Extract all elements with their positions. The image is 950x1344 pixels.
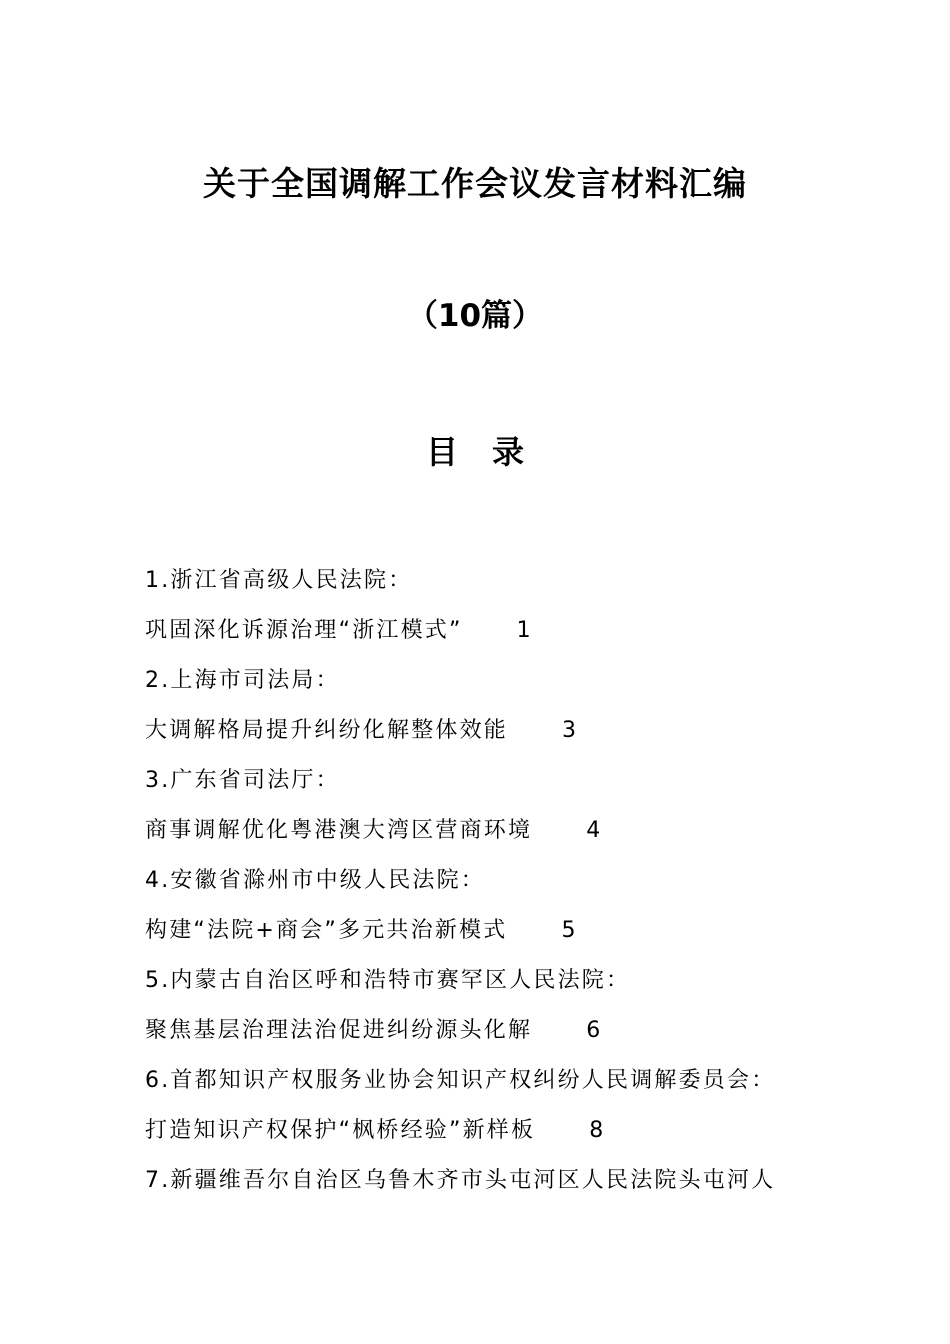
toc-entry-page-number: 5 xyxy=(561,918,576,943)
toc-entry-topic-line xyxy=(145,614,845,664)
toc-entry-org: 2.上海市司法局： xyxy=(145,668,340,693)
toc-entry-topic-line xyxy=(145,914,845,964)
document-title: 关于全国调解工作会议发言材料汇编 xyxy=(203,164,747,203)
toc-entry-org: 4.安徽省滁州市中级人民法院： xyxy=(145,868,485,893)
toc-entry-org: 6.首都知识产权服务业协会知识产权纠纷人民调解委员会： xyxy=(145,1068,776,1093)
toc-entry-topic-line xyxy=(145,714,845,764)
toc-entry-page-number: 8 xyxy=(589,1118,604,1143)
toc-entry[interactable] xyxy=(145,964,845,1064)
table-of-contents xyxy=(145,564,845,1214)
toc-entry-topic: 构建“法院+商会”多元共治新模式 xyxy=(145,918,508,943)
toc-entry-topic: 大调解格局提升纠纷化解整体效能 xyxy=(145,718,509,743)
toc-entry-page-number: 1 xyxy=(516,618,531,643)
toc-entry-topic: 聚焦基层治理法治促进纠纷源头化解 xyxy=(145,1018,533,1043)
toc-entry[interactable] xyxy=(145,664,845,764)
toc-entry[interactable] xyxy=(145,1164,845,1214)
toc-entry-org: 1.浙江省高级人民法院： xyxy=(145,568,413,593)
toc-entry-topic: 商事调解优化粤港澳大湾区营商环境 xyxy=(145,818,533,843)
toc-heading: 目录 xyxy=(425,433,558,471)
toc-entry-page-number: 4 xyxy=(586,818,601,843)
toc-entry[interactable] xyxy=(145,564,845,664)
toc-entry-page-number: 3 xyxy=(562,718,577,743)
toc-entry-page-number: 6 xyxy=(586,1018,601,1043)
toc-entry[interactable] xyxy=(145,864,845,964)
toc-entry-topic: 巩固深化诉源治理“浙江模式” xyxy=(145,618,463,643)
toc-entry-topic: 打造知识产权保护“枫桥经验”新样板 xyxy=(145,1118,536,1143)
toc-entry-topic-line xyxy=(145,1114,845,1164)
toc-entry-topic-line xyxy=(145,1014,845,1064)
toc-entry-org: 3.广东省司法厅： xyxy=(145,768,340,793)
toc-entry[interactable] xyxy=(145,764,845,864)
toc-entry-org: 7.新疆维吾尔自治区乌鲁木齐市头屯河区人民法院头屯河人 xyxy=(145,1168,776,1193)
toc-entry-topic-line xyxy=(145,814,845,864)
toc-entry-org: 5.内蒙古自治区呼和浩特市赛罕区人民法院： xyxy=(145,968,631,993)
toc-entry[interactable] xyxy=(145,1064,845,1164)
document-subtitle: （10篇） xyxy=(406,298,544,334)
